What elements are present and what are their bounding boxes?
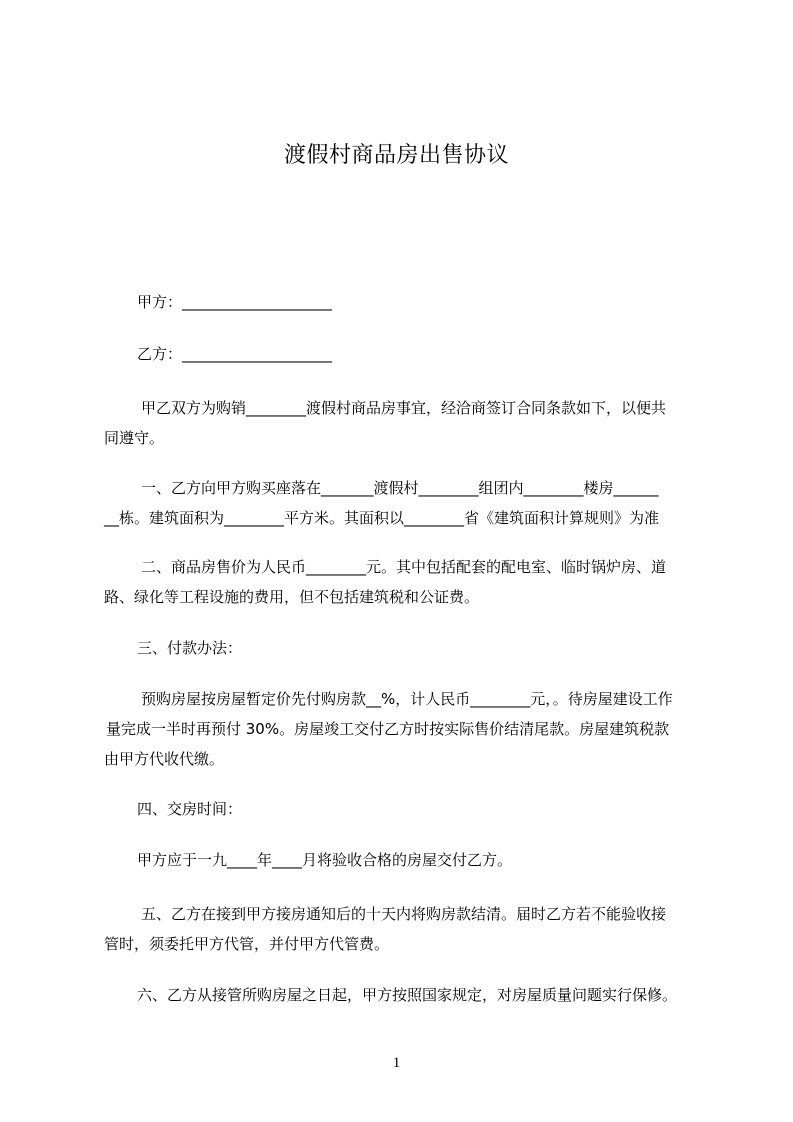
clause-1-paragraph bbox=[104, 473, 704, 533]
party-b-text: 乙方：____________________ bbox=[137, 345, 333, 363]
clause-1-line-2: __栋。建筑面积为________平方米。其面积以________省《建筑面积计算规则》为准 bbox=[104, 509, 660, 527]
document-title: 渡假村商品房出售协议 bbox=[283, 143, 509, 168]
clause-5-line-1: 五、乙方在接到甲方接房通知后的十天内将购房款结清。届时乙方若不能验收接 bbox=[141, 905, 667, 923]
clause-3-heading-line bbox=[104, 633, 704, 663]
clause-3-line-2: 量完成一半时再预付 30%。房屋竣工交付乙方时按实际售价结清尾款。房屋建筑税款 bbox=[106, 720, 670, 738]
clause-5-line-2: 管时，须委托甲方代管，并付甲方代管费。 bbox=[104, 935, 390, 953]
clause-1-line-1: 一、乙方向甲方购买座落在_______渡假村________组团内________楼房______ bbox=[141, 479, 659, 497]
clause-4-heading-line bbox=[104, 794, 704, 824]
intro-line-2: 同遵守。 bbox=[104, 429, 165, 447]
clause-3-line-1: 预购房屋按房屋暂定价先付购房款__%，计人民币________元，。待房屋建设工作 bbox=[141, 690, 673, 708]
party-b-line bbox=[104, 339, 704, 369]
clause-4-heading: 四、交房时间： bbox=[137, 800, 243, 818]
clause-4-text: 甲方应于一九____年____月将验收合格的房屋交付乙方。 bbox=[137, 851, 513, 869]
clause-3-body bbox=[104, 684, 704, 774]
intro-paragraph bbox=[104, 393, 704, 453]
party-a-line bbox=[104, 287, 704, 317]
intro-line-1: 甲乙双方为购销________渡假村商品房事宜，经洽商签订合同条款如下，以便共 bbox=[141, 399, 667, 417]
clause-2-line-2: 路、绿化等工程设施的费用，但不包括建筑税和公证费。 bbox=[104, 588, 480, 606]
clause-2-paragraph bbox=[104, 552, 704, 612]
clause-2-line-1: 二、商品房售价为人民币________元。其中包括配套的配电室、临时锅炉房、道 bbox=[141, 558, 667, 576]
page-number: 1 bbox=[392, 1055, 401, 1071]
clause-6-paragraph bbox=[104, 980, 704, 1010]
clause-5-paragraph bbox=[104, 899, 704, 959]
clause-3-heading: 三、付款办法： bbox=[137, 639, 243, 657]
clause-6-text: 六、乙方从接管所购房屋之日起，甲方按照国家规定，对房屋质量问题实行保修。 bbox=[137, 986, 678, 1004]
clause-3-line-3: 由甲方代收代缴。 bbox=[104, 750, 225, 768]
clause-4-body bbox=[104, 845, 704, 875]
party-a-text: 甲方：____________________ bbox=[137, 293, 333, 311]
